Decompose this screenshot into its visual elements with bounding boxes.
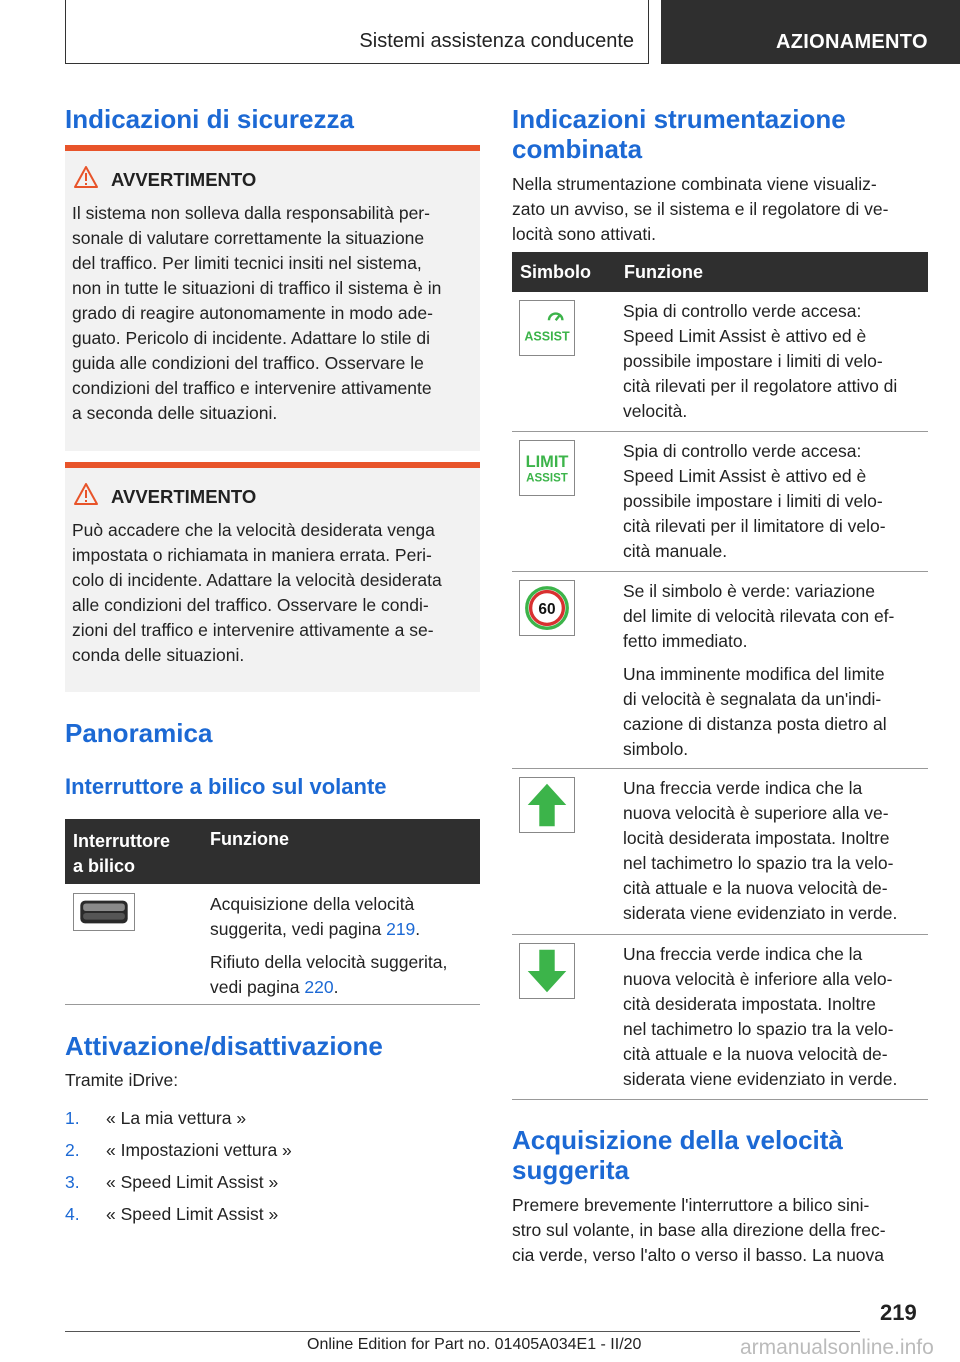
table-divider	[512, 768, 928, 769]
svg-text:LIMIT: LIMIT	[525, 453, 569, 472]
speed-limit-60-icon	[519, 580, 575, 636]
rocker-table-header: Interruttore a bilico Funzione	[65, 819, 480, 884]
warning-title: AVVERTIMENTO	[111, 486, 257, 507]
indicator-intro: Nella strumentazione combinata viene visualiz- zato un avviso, se il sistema e il regolatore di ve- locità sono attivati.	[512, 174, 889, 244]
svg-text:ASSIST: ASSIST	[526, 472, 568, 485]
list-item: « Speed Limit Assist »	[106, 1204, 279, 1224]
assist-icon	[519, 300, 575, 356]
list-item: « La mia vettura »	[106, 1108, 247, 1128]
header-section-tab	[65, 0, 649, 64]
warning-box-2	[65, 462, 480, 692]
rocker-switch-icon	[73, 893, 135, 931]
header-chapter-tab	[661, 0, 960, 64]
page-number: 219	[880, 1300, 917, 1325]
table-divider	[512, 431, 928, 432]
page-link-220[interactable]: 220	[304, 977, 334, 997]
list-item: « Impostazioni vettura »	[106, 1140, 292, 1160]
symbol-function-cell: Spia di controllo verde accesa: Speed Limit Assist è attivo ed è possibile impostare i limiti di velo- cità rilevati per il regolatore attivo di velocità.	[623, 301, 898, 421]
symbol-table-header: Simbolo Funzione	[512, 252, 928, 292]
symbol-function-cell: Spia di controllo verde accesa: Speed Limit Assist è attivo ed è possibile impostare i limiti di velo- cità rilevati per il limitatore di velo- cità manuale.	[623, 441, 886, 561]
table-divider	[512, 571, 928, 572]
overview-title: Panoramica	[65, 718, 213, 748]
table-divider	[512, 934, 928, 935]
warning-box-1	[65, 145, 480, 451]
symbol-function-cell: Una freccia verde indica che la nuova velocità è inferiore alla velo- cità desiderata impostata. Inoltre nel tachimetro lo spazio tra la velo- cità attuale e la nuova velocità de- siderata viene evidenziato in verde.	[623, 944, 898, 1089]
rocker-title: Interruttore a bilico sul volante	[65, 774, 387, 799]
limit-assist-icon	[519, 440, 575, 496]
header-section-title: Sistemi assistenza conducente	[359, 30, 634, 52]
list-item: « Speed Limit Assist »	[106, 1172, 279, 1192]
svg-text:60: 60	[538, 600, 556, 618]
header-chapter-title: AZIONAMENTO	[776, 31, 928, 53]
footer-edition: Online Edition for Part no. 01405A034E1 - II/20	[307, 1336, 642, 1353]
symbol-function-cell: Se il simbolo è verde: variazione del limite di velocità rilevata con ef- fetto immediato. Una imminente modifica del limite di velocità è segnalata da un'indi- cazione di distanza posta dietro al simbolo.	[623, 581, 895, 759]
svg-text:ASSIST: ASSIST	[524, 329, 570, 344]
arrow-down-icon	[519, 943, 575, 999]
table-divider	[65, 1004, 480, 1005]
warning-text: Può accadere che la velocità desiderata venga impostata o richiamata in maniera errata. Peri- colo di incidente. Adattare la velocità desiderata alle condizioni del traffico. Osservare le condi- zioni del traffico e intervenire attivamente a se- conda delle situazioni.	[72, 520, 442, 665]
symbol-function-cell: Una freccia verde indica che la nuova velocità è superiore alla ve- locità desiderata impostata. Inoltre nel tachimetro lo spazio tra la velo- cità attuale e la nuova velocità de- siderata viene evidenziato in verde.	[623, 778, 898, 923]
rocker-function-cell: Acquisizione della velocità suggerita, vedi pagina 219. Rifiuto della velocità suggerita, vedi pagina 220.	[210, 894, 448, 997]
indicator-title: Indicazioni strumentazione combinata	[512, 104, 846, 164]
acquisition-title: Acquisizione della velocità suggerita	[512, 1125, 843, 1185]
footer-divider	[65, 1331, 860, 1332]
warning-text: Il sistema non solleva dalla responsabilità per- sonale di valutare correttamente la situazione del traffico. Per limiti tecnici insiti nel sistema, non in tutte le situazioni di traffico il sistema è in grado di reagire autonomamente in modo ade- guato. Pericolo di incidente. Adattare lo stile di guida alle condizioni del traffico. Osservare le condizioni del traffico e intervenire attivamente a seconda delle situazioni.	[72, 203, 442, 423]
safety-title: Indicazioni di sicurezza	[65, 104, 354, 134]
watermark: armanualsonline.info	[740, 1336, 934, 1359]
arrow-up-icon	[519, 777, 575, 833]
activation-title: Attivazione/disattivazione	[65, 1031, 383, 1061]
warning-triangle-icon	[73, 165, 99, 189]
activation-intro: Tramite iDrive:	[65, 1070, 179, 1090]
warning-title: AVVERTIMENTO	[111, 169, 257, 190]
page-link-219[interactable]: 219	[386, 919, 416, 939]
warning-triangle-icon	[73, 482, 99, 506]
table-divider	[512, 1099, 928, 1100]
acquisition-text: Premere brevemente l'interruttore a bilico sini- stro sul volante, in base alla direzione della frec- cia verde, verso l'alto o verso il basso. La nuova	[512, 1195, 886, 1265]
